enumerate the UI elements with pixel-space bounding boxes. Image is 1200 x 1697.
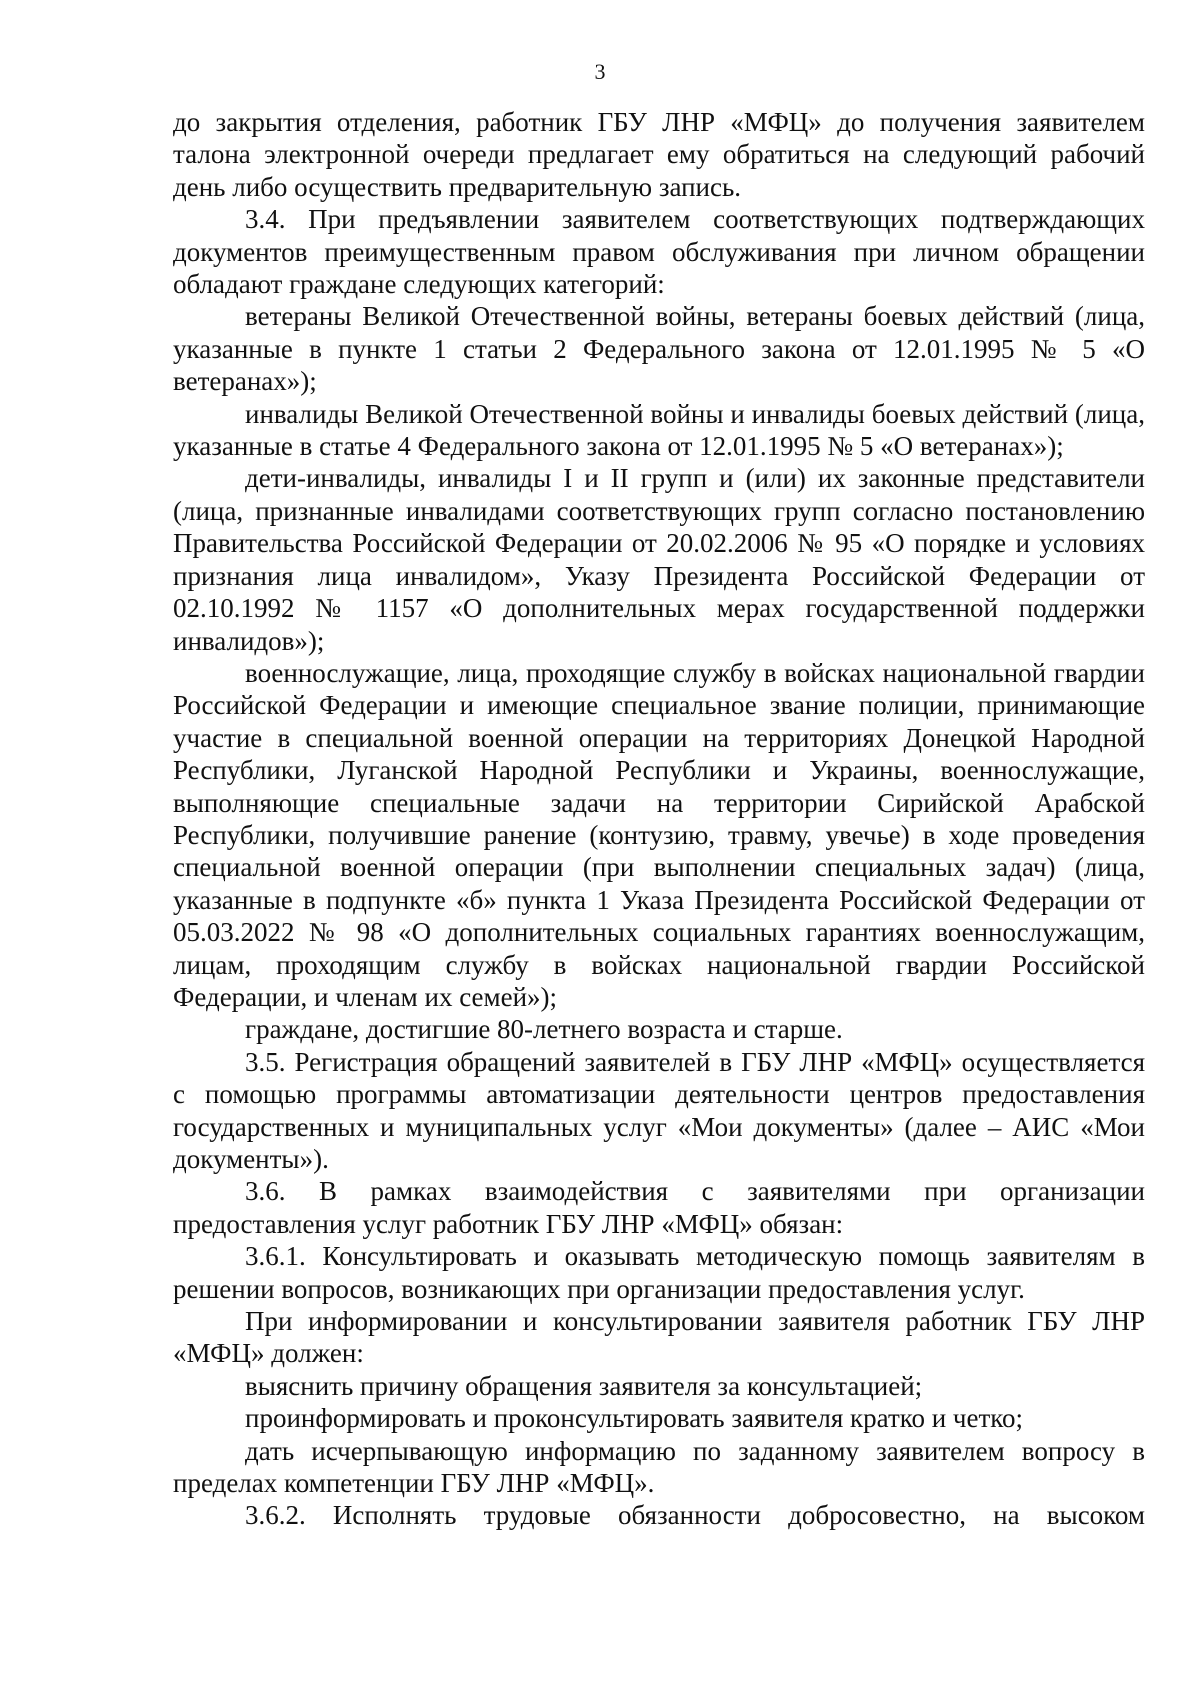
document-body [173, 106, 1145, 1532]
list-item-inform-briefly: проинформировать и проконсультировать заявителя кратко и четко; [245, 1403, 1024, 1434]
paragraph-3-6-1: 3.6.1. Консультировать и оказывать методическую помощь заявителям в решении вопросов, возникающих при организации предоставления услуг. [173, 1241, 1145, 1304]
paragraph-3-6-2: 3.6.2. Исполнять трудовые обязанности добросовестно, на высоком [245, 1500, 1145, 1531]
paragraph-3-5: 3.5. Регистрация обращений заявителей в ГБУ ЛНР «МФЦ» осуществляется с помощью программы автоматизации деятельности центров предоставления государственных и муниципальных услуг «Мои документы» (далее – АИС «Мои документы»). [173, 1046, 1145, 1174]
page-number: 3 [594, 59, 606, 84]
paragraph: до закрытия отделения, работник ГБУ ЛНР «МФЦ» до получения заявителем талона электронной очереди предлагает ему обратиться на следующий рабочий день либо осуществить предварительную запись. [173, 107, 1145, 202]
paragraph-3-6: 3.6. В рамках взаимодействия с заявителями при организации предоставления услуг работник ГБУ ЛНР «МФЦ» обязан: [173, 1176, 1145, 1239]
paragraph-informing: При информировании и консультировании заявителя работник ГБУ ЛНР «МФЦ» должен: [173, 1306, 1145, 1369]
list-item-elderly: граждане, достигшие 80-летнего возраста и старше. [245, 1014, 843, 1045]
list-item-invalids-wwii: инвалиды Великой Отечественной войны и инвалиды боевых действий (лица, указанные в статье 4 Федерального закона от 12.01.1995 № 5 «О ветеранах»); [173, 398, 1145, 462]
paragraph-3-4: 3.4. При предъявлении заявителем соответствующих подтверждающих документов преимущественным правом обслуживания при личном обращении обладают граждане следующих категорий: [173, 204, 1145, 300]
list-item-veterans: ветераны Великой Отечественной войны, ветераны боевых действий (лица, указанные в пункте 1 статьи 2 Федерального закона от 12.01.1995 № 5 «О ветеранах»); [173, 301, 1145, 397]
list-item-exhaustive-info: дать исчерпывающую информацию по заданному заявителем вопросу в пределах компетенции ГБУ ЛНР «МФЦ». [173, 1435, 1145, 1499]
list-item-find-reason: выяснить причину обращения заявителя за консультацией; [245, 1370, 923, 1401]
list-item-servicemen: военнослужащие, лица, проходящие службу в войсках национальной гвардии Российской Федерации и имеющие специальное звание полиции, принимающие участие в специальной военной операции на территориях Донецкой Народной Республики, Луганской Народной Республики и Украины, военнослужащие, выполняющие специальные задачи на территории Сирийской Арабской Республики, получившие ранение (контузию, травму, увечье) в ходе проведения специальной военной операции (при выполнении специальных задач) (лица, указанные в подпункте «б» пункта 1 Указа Президента Российской Федерации от 05.03.2022 № 98 «О дополнительных социальных гарантиях военнослужащим, лицам, проходящим службу в войсках национальной гвардии Российской Федерации, и членам их семей»); [173, 657, 1145, 1012]
list-item-disabled-children: дети-инвалиды, инвалиды I и II групп и (или) их законные представители (лица, признанные инвалидами соответствующих групп согласно постановлению Правительства Российской Федерации от 20.02.2006 № 95 «О порядке и условиях признания лица инвалидом», Указу Президента Российской Федерации от 02.10.1992 № 1157 «О дополнительных мерах государственной поддержки инвалидов»); [173, 463, 1145, 656]
